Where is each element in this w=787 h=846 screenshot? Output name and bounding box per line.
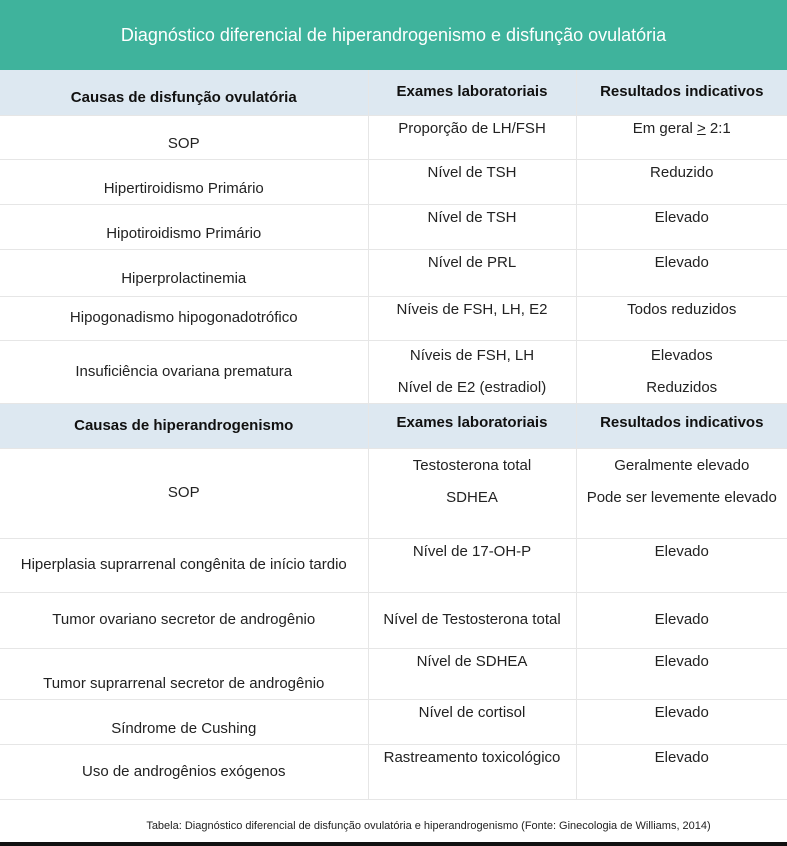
cause-cell: Tumor suprarrenal secretor de androgênio — [0, 648, 368, 699]
exam-cell: Nível de 17-OH-P — [368, 538, 576, 592]
exam-cell: Nível de TSH — [368, 159, 576, 204]
result-prefix: Em geral — [632, 119, 697, 137]
table-caption — [0, 820, 787, 832]
exam-line: SDHEA — [446, 488, 498, 506]
table-row — [0, 448, 787, 538]
table-row — [0, 538, 787, 592]
cause-cell: Uso de androgênios exógenos — [0, 744, 368, 799]
caption-text: Tabela: Diagnóstico diferencial de disfunção ovulatória e hiperandrogenismo (Fonte: Ginecologia de Williams, 2014) — [146, 820, 711, 832]
table-row — [0, 699, 787, 744]
exam-cell — [368, 340, 576, 403]
cause-cell: Síndrome de Cushing — [0, 699, 368, 744]
result-suffix: 2:1 — [705, 119, 731, 137]
result-line: Pode ser levemente elevado — [586, 488, 777, 506]
result-cell: Elevado — [576, 744, 787, 799]
column-header-exams: Exames laboratoriais — [368, 403, 576, 448]
cause-cell: Hipertiroidismo Primário — [0, 159, 368, 204]
column-header-causes: Causas de hiperandrogenismo — [0, 403, 368, 448]
cause-cell: SOP — [0, 115, 368, 159]
column-header-causes: Causas de disfunção ovulatória — [0, 70, 368, 115]
result-cell — [576, 448, 787, 538]
result-cell: Reduzido — [576, 159, 787, 204]
exam-cell: Níveis de FSH, LH, E2 — [368, 296, 576, 340]
bottom-divider — [0, 842, 787, 846]
result-cell: Elevado — [576, 699, 787, 744]
diagnosis-table — [0, 70, 787, 800]
column-header-results: Resultados indicativos — [576, 403, 787, 448]
result-cell: Elevado — [576, 249, 787, 296]
result-cell: Elevado — [576, 538, 787, 592]
column-header-exams: Exames laboratoriais — [368, 70, 576, 115]
result-cell: Elevado — [576, 648, 787, 699]
table-row — [0, 744, 787, 799]
result-line: Geralmente elevado — [614, 456, 750, 474]
exam-cell: Nível de PRL — [368, 249, 576, 296]
section1-header-row — [0, 70, 787, 115]
cause-cell: Hipotiroidismo Primário — [0, 204, 368, 249]
table-row — [0, 340, 787, 403]
cause-cell: Tumor ovariano secretor de androgênio — [0, 592, 368, 648]
result-line: Reduzidos — [646, 378, 718, 396]
section2-header-row — [0, 403, 787, 448]
table-row — [0, 296, 787, 340]
greater-equal-symbol: > — [696, 119, 706, 137]
table-row — [0, 204, 787, 249]
table-row — [0, 159, 787, 204]
cause-cell: Hiperplasia suprarrenal congênita de início tardio — [0, 538, 368, 592]
exam-cell: Proporção de LH/FSH — [368, 115, 576, 159]
table-row — [0, 592, 787, 648]
table-title: Diagnóstico diferencial de hiperandrogenismo e disfunção ovulatória — [0, 0, 787, 70]
exam-cell — [368, 448, 576, 538]
exam-cell: Nível de SDHEA — [368, 648, 576, 699]
result-line: Elevados — [650, 346, 713, 364]
cause-cell: Hipogonadismo hipogonadotrófico — [0, 296, 368, 340]
table-row — [0, 115, 787, 159]
result-cell: Todos reduzidos — [576, 296, 787, 340]
cause-cell: SOP — [0, 448, 368, 538]
result-cell: Elevado — [576, 204, 787, 249]
table-row — [0, 249, 787, 296]
exam-line: Níveis de FSH, LH — [409, 346, 535, 364]
exam-cell: Nível de TSH — [368, 204, 576, 249]
result-cell — [576, 340, 787, 403]
exam-line: Testosterona total — [412, 456, 532, 474]
cause-cell: Insuficiência ovariana prematura — [0, 340, 368, 403]
result-cell — [576, 115, 787, 159]
exam-cell: Rastreamento toxicológico — [368, 744, 576, 799]
table-row — [0, 648, 787, 699]
result-cell: Elevado — [576, 592, 787, 648]
column-header-results: Resultados indicativos — [576, 70, 787, 115]
exam-cell: Nível de Testosterona total — [368, 592, 576, 648]
exam-cell: Nível de cortisol — [368, 699, 576, 744]
exam-line: Nível de E2 (estradiol) — [397, 378, 547, 396]
cause-cell: Hiperprolactinemia — [0, 249, 368, 296]
